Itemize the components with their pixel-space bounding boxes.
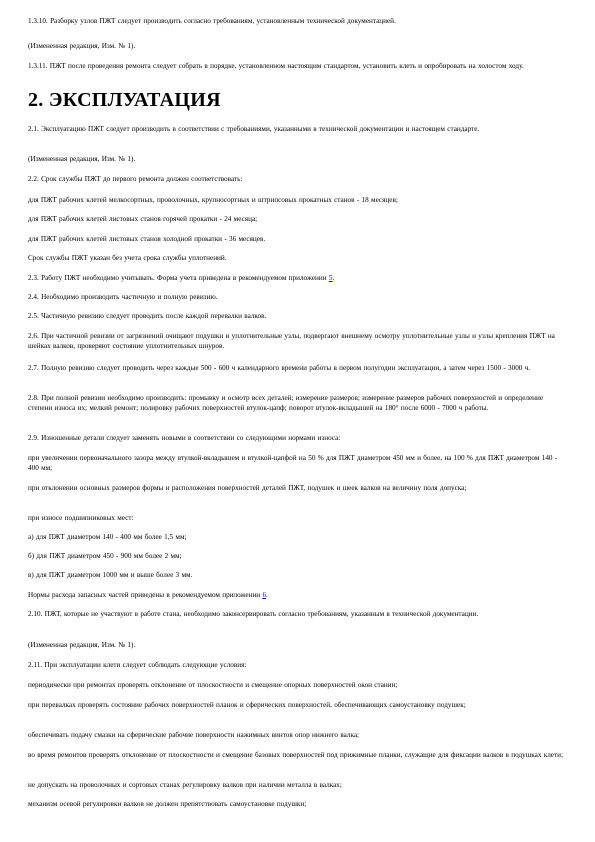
list-item: во время ремонтов проверять отклонение от плоскостности и смещение базовых поверхностей под прижимные планки, служащие для фиксации валков в подушках клети; <box>28 751 563 759</box>
amendment-note: (Измененная редакция, Изм. № 1). <box>28 155 136 163</box>
paragraph-2-10: 2.10. ПЖТ, которые не участвуют в работе стана, необходимо законсервировать согласно требованиям, указанным в технической документации. <box>28 610 479 618</box>
paragraph-2-6: 2.6. При частичной ревизии от загрязнений очищают подушки и уплотнительные узлы, подвергают внешнему осмотру уплотнительные узлы и узлы крепления ПЖТ на шейках валков, проверяют состояние уплотнительных шнуров. <box>28 332 555 350</box>
section-heading: 2. ЭКСПЛУАТАЦИЯ <box>28 89 221 111</box>
list-item: для ПЖТ рабочих клетей листовых станов холодной прокатки - 36 месяцев. <box>28 235 266 243</box>
paragraph-text: 2.3. Работу ПЖТ необходимо учитывать. Форма учета приведена в рекомендуемом приложении <box>28 274 329 282</box>
amendment-note: (Измененная редакция, Изм. № 1). <box>28 42 136 50</box>
paragraph-2-3 <box>28 273 568 283</box>
paragraph-note: Срок службы ПЖТ указан без учета срока службы уплотнений. <box>28 254 227 262</box>
paragraph-2-11: 2.11. При эксплуатации клети следует соблюдать следующие условия: <box>28 661 247 669</box>
amendment-note: (Измененная редакция, Изм. № 1). <box>28 641 136 649</box>
paragraph-spare-parts <box>28 590 568 600</box>
paragraph-1-3-10: 1.3.10. Разборку узлов ПЖТ следует производить согласно требованиям, установленным технической документацией. <box>28 17 396 25</box>
appendix-link-6[interactable]: 6 <box>262 591 267 599</box>
list-item: для ПЖТ рабочих клетей листовых станов горячей прокатки - 24 месяца; <box>28 215 258 223</box>
list-item: для ПЖТ рабочих клетей мелкосортных, проволочных, крупносортных и штрипсовых прокатных станов - 18 месяцев; <box>28 196 398 204</box>
list-item: периодически при ремонтах проверять отклонение от плоскостности и смещение опорных поверхностей окон станин; <box>28 681 398 689</box>
paragraph-2-7: 2.7. Полную ревизию следует проводить через каждые 500 - 600 ч календарного времени работы в первом полугодии эксплуатации, а затем через 1500 - 3000 ч. <box>28 364 531 372</box>
list-item: при перевалках проверять состояние рабочих поверхностей планок и сферических поверхностей, обеспечивающих самоустановку подушек; <box>28 701 466 709</box>
paragraph-2-4: 2.4. Необходимо производить частичную и полную ревизию. <box>28 293 218 301</box>
paragraph-2-9: 2.9. Изношенные детали следует заменять новыми в соответствии со следующими нормами износа: <box>28 434 341 442</box>
paragraph-end: . <box>266 591 268 599</box>
list-item: при увеличении первоначального зазора между втулкой-вкладышем и втулкой-цапфой на 50 % для ПЖТ диаметром 450 мм и более, на 100 % для ПЖТ диаметром 140 - 400 мм; <box>28 454 558 472</box>
paragraph-2-5: 2.5. Частичную ревизию следует проводить после каждой перевалки валков. <box>28 312 267 320</box>
paragraph-1-3-11: 1.3.11. ПЖТ после проведения ремонта следует собрать в порядке, установленном настоящим стандартом, установить клеть и опробировать на холостом ходу. <box>28 62 524 70</box>
paragraph-2-1: 2.1. Эксплуатацию ПЖТ следует производить в соответствии с требованиями, указанными в технической документации и настоящем стандарте. <box>28 125 480 133</box>
paragraph-text: Нормы расхода запасных частей приведены в рекомендуемом приложении <box>28 591 263 599</box>
appendix-link-5[interactable]: 5 <box>328 274 333 282</box>
list-item: обеспечивать подачу смазки на сферические рабочие поверхности нажимных винтов опор нижнего валка; <box>28 731 360 739</box>
paragraph-end: . <box>332 274 335 282</box>
list-item: при отклонении основных размеров формы и расположения поверхностей деталей ПЖТ, подушек и шеек валков на величину поля допуска; <box>28 484 467 492</box>
paragraph-2-8: 2.8. При полной ревизии необходимо производить: промывку и осмотр всех деталей; измерение размеров; измерение размеров рабочих поверхностей и определение степени износа их; мелкий ремонт; полировку рабочих поверхностей втулок-цапф; поворот втулок-вкладышей на 180° после 6000 - 7000 ч работы. <box>28 394 544 412</box>
list-item: б) для ПЖТ диаметром 450 - 900 мм более 2 мм; <box>28 552 182 560</box>
list-item: механизм осевой регулировки валков не должен препятствовать самоустановке подушки; <box>28 800 307 808</box>
list-item: в) для ПЖТ диаметром 1000 мм и выше более 3 мм. <box>28 571 193 579</box>
list-item: не допускать на проволочных и сортовых станах регулировку валков при наличии металла в валках; <box>28 781 342 789</box>
list-item: при износе подшипниковых мест: <box>28 514 134 522</box>
paragraph-2-2: 2.2. Срок службы ПЖТ до первого ремонта должен соответствовать: <box>28 175 243 183</box>
list-item: а) для ПЖТ диаметром 140 - 400 мм более 1,5 мм; <box>28 533 187 541</box>
